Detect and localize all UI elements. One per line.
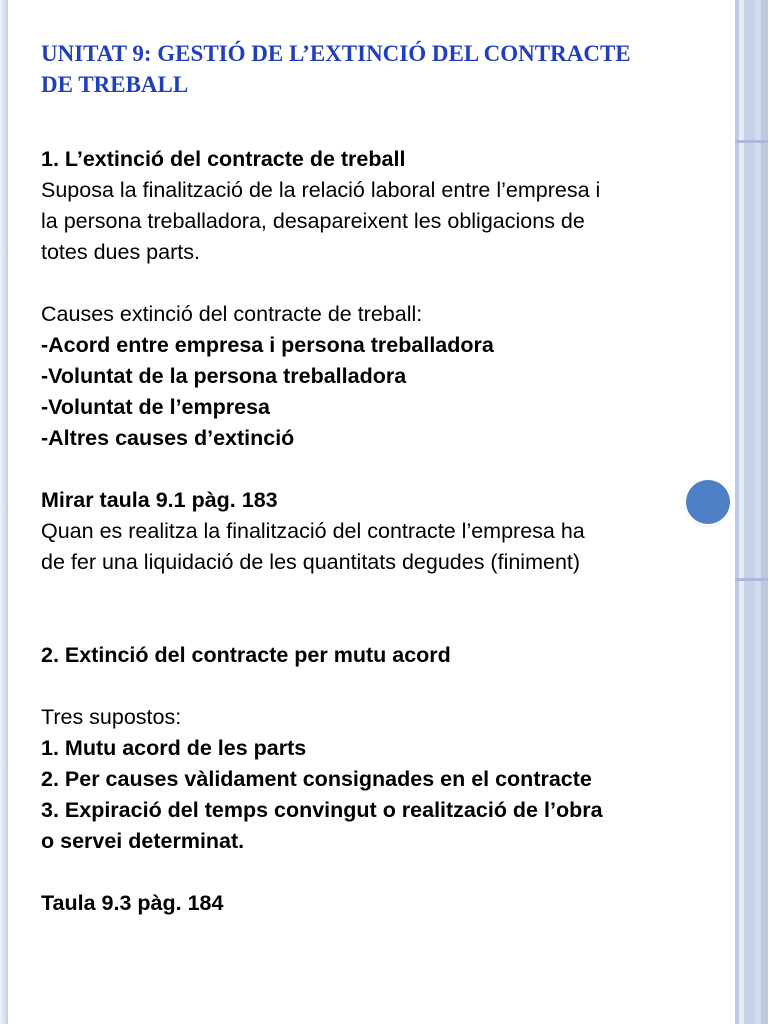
section1-intro-line: totes dues parts. <box>41 240 200 264</box>
section1-note-line: de fer una liquidació de les quantitats degudes (finiment) <box>41 550 581 574</box>
slide-content <box>41 38 711 919</box>
section1-intro-line: Suposa la finalització de la relació laboral entre l’empresa i <box>41 178 601 202</box>
slide-title-line-2: DE TREBALL <box>41 72 189 97</box>
section1-note-line: Quan es realitza la finalització del contracte l’empresa ha <box>41 519 585 543</box>
case-item: o servei determinat. <box>41 829 245 853</box>
slide-title-line-1: UNITAT 9: GESTIÓ DE L’EXTINCIÓ DEL CONTRACTE <box>41 41 631 66</box>
causes-label: Causes extinció del contracte de treball: <box>41 302 423 326</box>
band-notch <box>735 578 768 581</box>
cause-item: -Altres causes d’extinció <box>41 426 295 450</box>
section2-reference: Taula 9.3 pàg. 184 <box>41 891 224 915</box>
section1-reference: Mirar taula 9.1 pàg. 183 <box>41 488 278 512</box>
cause-item: -Acord entre empresa i persona treballadora <box>41 333 494 357</box>
right-decorative-band <box>735 0 768 1024</box>
case-item: 2. Per causes vàlidament consignades en el contracte <box>41 767 592 791</box>
cause-item: -Voluntat de l’empresa <box>41 395 270 419</box>
cases-label: Tres supostos: <box>41 705 182 729</box>
section1-heading: 1. L’extinció del contracte de treball <box>41 147 406 171</box>
case-item: 1. Mutu acord de les parts <box>41 736 307 760</box>
section1-intro-line: la persona treballadora, desapareixent les obligacions de <box>41 209 585 233</box>
band-notch <box>735 140 768 143</box>
left-margin-rule <box>0 0 8 1024</box>
section2-heading: 2. Extinció del contracte per mutu acord <box>41 643 451 667</box>
cause-item: -Voluntat de la persona treballadora <box>41 364 407 388</box>
case-item: 3. Expiració del temps convingut o realització de l’obra <box>41 798 603 822</box>
